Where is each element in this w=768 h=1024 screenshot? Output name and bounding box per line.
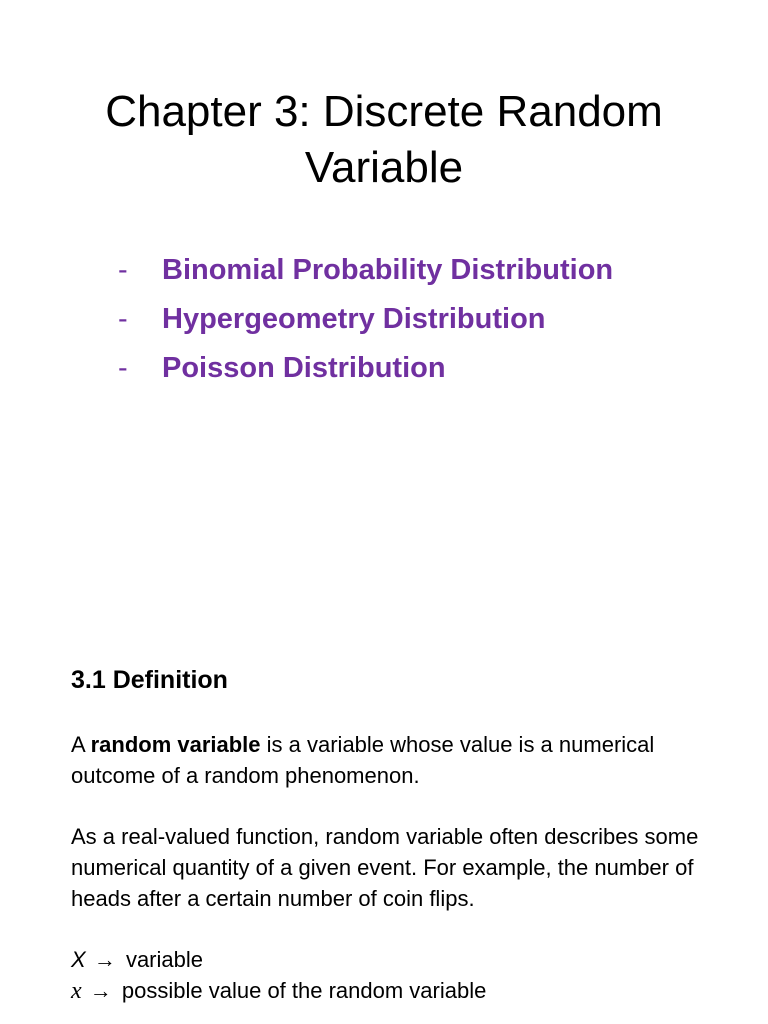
page-title xyxy=(60,84,708,196)
topic-hypergeometry: Hypergeometry Distribution xyxy=(162,303,546,335)
notation-row xyxy=(71,975,486,1007)
topic-item xyxy=(118,348,613,397)
topic-item xyxy=(118,299,613,348)
symbol-upper-x: X xyxy=(71,947,86,972)
title-line-2: Variable xyxy=(304,143,464,192)
topic-binomial: Binomial Probability Distribution xyxy=(162,254,614,286)
notation-list xyxy=(71,944,486,1007)
definition-paragraph xyxy=(71,729,721,791)
notation-row xyxy=(71,944,486,975)
definition-suffix: is a variable whose value is a numerical outcome of a random phenomenon. xyxy=(71,732,655,788)
definition-prefix: A xyxy=(71,732,91,757)
topic-list xyxy=(118,250,613,397)
topic-item xyxy=(118,250,613,299)
definition-term: random variable xyxy=(90,732,261,757)
section-heading: 3.1 Definition xyxy=(71,666,228,694)
title-line-1: Chapter 3: Discrete Random xyxy=(105,87,663,136)
topic-poisson: Poisson Distribution xyxy=(162,352,446,384)
right-arrow-icon: → xyxy=(93,947,116,972)
explanation-paragraph: As a real-valued function, random variable often describes some numerical quantity of a given event. For example, the number of heads after a certain number of coin flips. xyxy=(71,824,699,911)
bullet-dash: - xyxy=(118,352,128,384)
bullet-dash: - xyxy=(118,303,128,335)
symbol-meaning: possible value of the random variable xyxy=(121,978,487,1003)
symbol-meaning: variable xyxy=(125,947,203,972)
symbol-lower-x: x xyxy=(71,978,82,1004)
right-arrow-icon: → xyxy=(89,978,112,1003)
bullet-dash: - xyxy=(118,254,128,286)
